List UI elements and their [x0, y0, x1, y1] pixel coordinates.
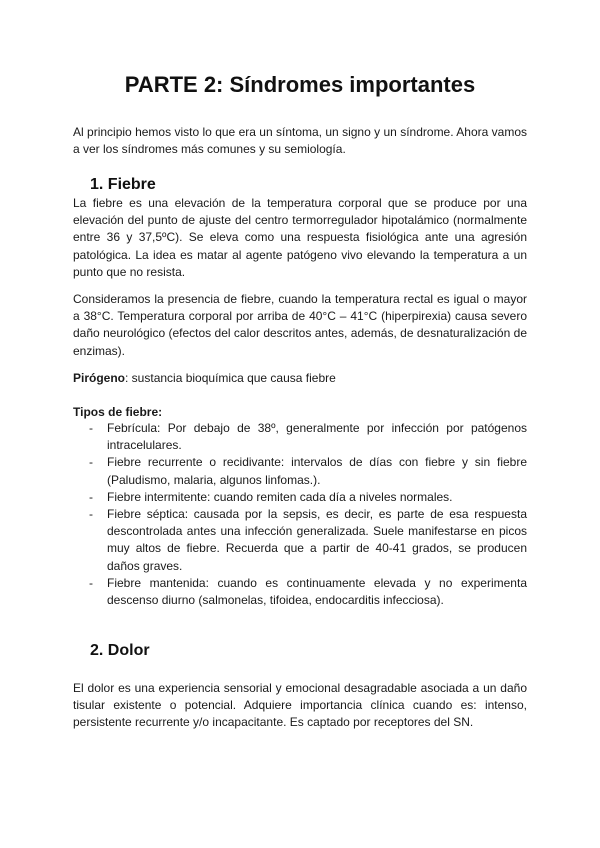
- page-title: PARTE 2: Síndromes importantes: [124, 72, 476, 97]
- list-item-text: Febrícula: Por debajo de 38º, generalmente por infección por patógenos intracelulares.: [107, 421, 527, 453]
- dash-bullet: -: [89, 575, 93, 590]
- list-item-text: Fiebre recurrente o recidivante: intervalos de días con fiebre y sin fiebre (Paludismo, malaria, algunos linfomas.).: [107, 455, 527, 487]
- intro-paragraph: Al principio hemos visto lo que era un síntoma, un signo y un síndrome. Ahora vamos a ver los síndromes más comunes y su semiología.: [73, 125, 527, 157]
- list-item-text: Fiebre intermitente: cuando remiten cada día a niveles normales.: [107, 489, 453, 504]
- fiebre-paragraph-2: Consideramos la presencia de fiebre, cuando la temperatura rectal es igual o mayor a 38°C. Temperatura corporal por arriba de 40°C – 41°C (hiperpirexia) causa severo daño neurológico (efectos del calor descritos antes, además, de desnaturalización de enzimas).: [73, 292, 527, 358]
- dash-bullet: -: [89, 489, 93, 504]
- list-item: [73, 506, 527, 575]
- pirogeno-text: : sustancia bioquímica que causa fiebre: [125, 371, 336, 385]
- list-item-text: Fiebre mantenida: cuando es continuamente elevada y no experimenta descenso diurno (salmonelas, tifoidea, endocarditis infecciosa).: [107, 575, 527, 608]
- dash-bullet: -: [89, 507, 93, 522]
- list-item: [73, 420, 527, 454]
- dash-bullet: -: [89, 455, 93, 470]
- dash-bullet: -: [89, 421, 93, 435]
- tipos-fiebre-list: [73, 420, 527, 609]
- section-heading-dolor: 2. Dolor: [90, 642, 150, 659]
- list-item: [73, 489, 527, 506]
- section-heading-fiebre: 1. Fiebre: [90, 176, 156, 193]
- tipos-fiebre-title: Tipos de fiebre:: [73, 405, 163, 419]
- list-item: [73, 454, 527, 488]
- dolor-paragraph-1: El dolor es una experiencia sensorial y emocional desagradable asociada a un daño tisular existente o potencial. Adquiere importancia clínica cuando es: intenso, persistente recurrente y/o incapacitante. Es captado por receptores del SN.: [73, 681, 527, 730]
- list-item-text: Fiebre séptica: causada por la sepsis, es decir, es parte de esa respuesta descontrolada antes una infección generalizada. Suele manifestarse en picos muy altos de fiebre. Recuerda que a partir de 40-41 grados, se producen daños graves.: [107, 507, 527, 573]
- pirogeno-term: Pirógeno: [73, 371, 126, 385]
- list-item: [73, 575, 527, 609]
- pirogeno-definition: [73, 370, 527, 387]
- fiebre-paragraph-1: La fiebre es una elevación de la temperatura corporal que se produce por una elevación del punto de ajuste del centro termorregulador hipotalámico (normalmente entre 36 y 37,5ºC). Se eleva como una respuesta fisiológica ante una agresión patológica. La idea es matar al agente patógeno vivo elevando la temperatura a un punto que no resista.: [73, 196, 527, 279]
